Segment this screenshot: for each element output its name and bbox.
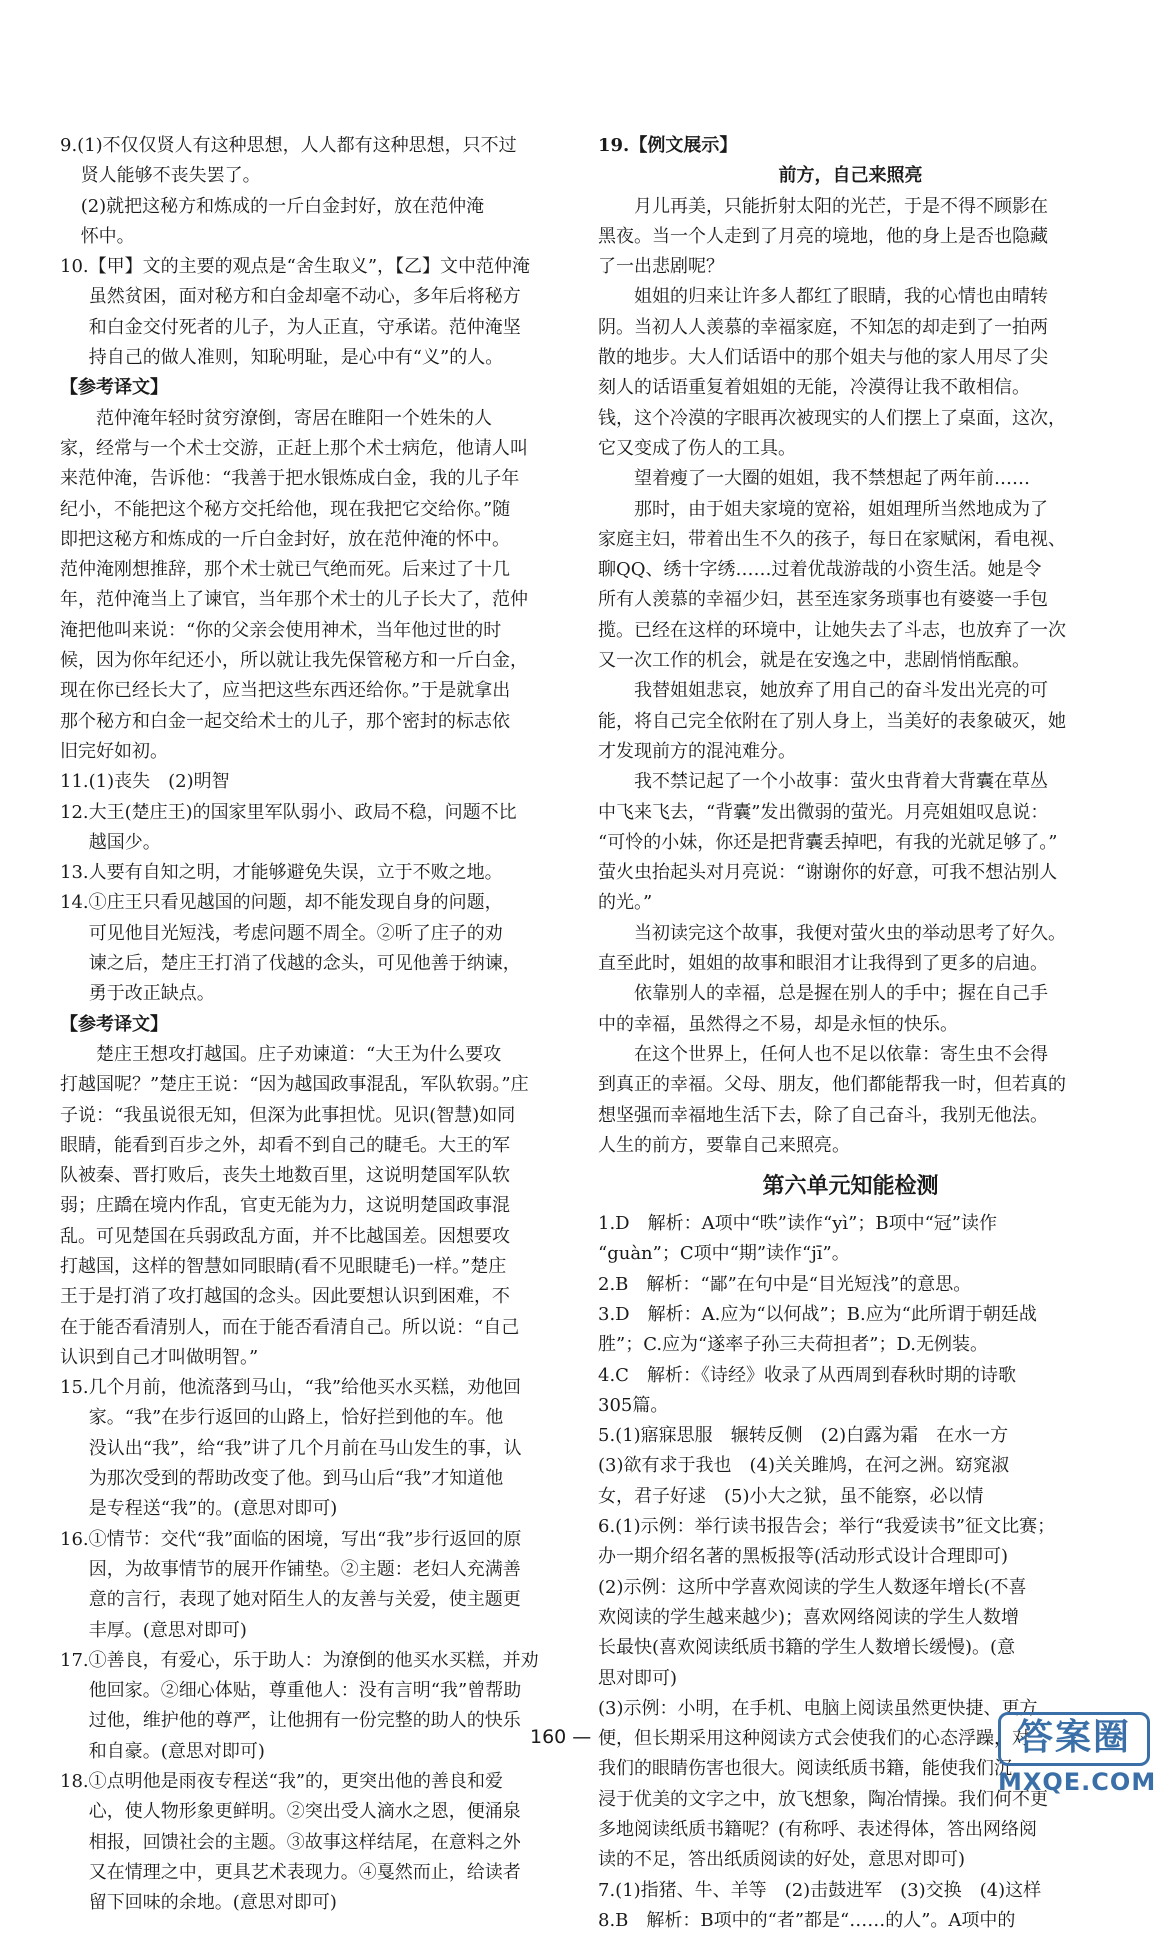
text-line: 丰厚。(意思对即可) <box>88 1619 247 1641</box>
text-line: 子说：“我虽说很无知，但深为此事担忧。见识(智慧)如同 <box>60 1104 516 1126</box>
text-line: 2.B 解析：“鄙”在句中是“目光短浅”的意思。 <box>598 1273 972 1295</box>
text-line: 依靠别人的幸福，总是握在别人的手中；握在自己手 <box>634 983 1048 1005</box>
text-line: 【参考译文】 <box>60 1013 168 1035</box>
text-line: 我不禁记起了一个小故事：萤火虫背着大背囊在草丛 <box>634 771 1048 793</box>
text-line: 阴。当初人人羡慕的幸福家庭，不知怎的却走到了一拍两 <box>598 316 1048 338</box>
text-line: 谏之后，楚庄王打消了伐越的念头，可见他善于纳谏， <box>88 953 521 975</box>
text-line: 前方，自己来照亮 <box>778 165 923 187</box>
text-line: 9.(1)不仅仅贤人有这种思想，人人都有这种思想，只不过 <box>60 135 517 156</box>
text-line: 305篇。 <box>598 1394 669 1416</box>
text-line: 办一期介绍名著的黑板报等(活动形式设计合理即可) <box>598 1546 1009 1568</box>
text-line: 心，使人物形象更鲜明。②突出受人滴水之恩，便涌泉 <box>88 1801 521 1823</box>
text-line: 姐姐的归来让许多人都红了眼睛，我的心情也由晴转 <box>634 286 1048 308</box>
text-line: 队被秦、晋打败后，丧失土地数百里，这说明楚国军队软 <box>60 1165 510 1187</box>
text-line: 15.几个月前，他流落到马山，“我”给他买水买糕，劝他回 <box>60 1377 522 1399</box>
text-line: 打越国，这样的智慧如同眼睛(看不见眼睫毛)一样。”楚庄 <box>60 1255 507 1277</box>
text-line: 中的幸福，虽然得之不易，却是永恒的快乐。 <box>598 1013 958 1035</box>
text-line: 便，但长期采用这种阅读方式会使我们的心态浮躁，对 <box>598 1728 1030 1750</box>
text-line: 认识到自己才叫做明智。” <box>60 1346 259 1368</box>
text-line: 18.①点明他是雨夜专程送“我”的，更突出他的善良和爱 <box>60 1771 504 1793</box>
text-line: 打越国呢？”楚庄王说：“因为越国政事混乱，军队软弱。”庄 <box>60 1074 529 1096</box>
text-line: 钱，这个冷漠的字眼再次被现实的人们摆上了桌面，这次， <box>598 407 1066 429</box>
text-line: 浸于优美的文字之中，放飞想象，陶冶情操。我们何不更 <box>598 1788 1048 1810</box>
text-line: 思对即可) <box>598 1667 678 1689</box>
text-line: 那时，由于姐夫家境的宽裕，姐姐理所当然地成为了 <box>634 498 1048 520</box>
text-line: 淹把他叫来说：“你的父亲会使用神术，当年他过世的时 <box>60 619 502 641</box>
text-line: 能，将自己完全依附在了别人身上，当美好的表象破灭，她 <box>598 710 1066 732</box>
text-line: 家。“我”在步行返回的山路上，恰好拦到他的车。他 <box>88 1407 504 1429</box>
text-line: 因，为故事情节的展开作铺垫。②主题：老妇人充满善 <box>88 1558 521 1580</box>
text-line: 19.【例文展示】 <box>598 135 738 156</box>
text-line: 聊QQ、绣十字绣……过着优哉游哉的小资生活。她是令 <box>598 559 1042 581</box>
unit-answers <box>598 1209 1103 1936</box>
text-line: 和白金交付死者的儿子，为人正直，守承诺。范仲淹坚 <box>88 316 521 338</box>
text-line: 人生的前方，要靠自己来照亮。 <box>598 1134 850 1156</box>
left-column <box>60 131 540 1919</box>
text-line: 萤火虫抬起头对月亮说：“谢谢你的好意，可我不想沾别人 <box>598 862 1058 884</box>
text-line: (2)示例：这所中学喜欢阅读的学生人数逐年增长(不喜 <box>598 1576 1027 1598</box>
text-line: 7.(1)指猪、牛、羊等 (2)击鼓进军 (3)交换 (4)这样 <box>598 1879 1042 1901</box>
text-line: 他回家。②细心体贴，尊重他人：没有言明“我”曾帮助 <box>88 1680 522 1702</box>
text-line: 相报，回馈社会的主题。③故事这样结尾，在意料之外 <box>88 1831 521 1853</box>
text-line: 又一次工作的机会，就是在安逸之中，悲剧悄悄酝酿。 <box>598 650 1030 672</box>
page-number: 160 — <box>530 1726 592 1748</box>
text-line: 我替姐姐悲哀，她放弃了用自己的奋斗发出光亮的可 <box>634 680 1048 702</box>
text-line: 过他，维护他的尊严，让他拥有一份完整的助人的快乐 <box>88 1710 521 1732</box>
text-line: 乱。可见楚国在兵弱政乱方面，并不比越国差。因想要攻 <box>60 1225 510 1247</box>
text-line: 8.B 解析：B项中的“者”都是“……的人”。A项中的 <box>598 1909 1016 1931</box>
text-line: 10.【甲】文的主要的观点是“舍生取义”，【乙】文中范仲淹 <box>60 256 531 278</box>
text-line: 揽。已经在这样的环境中，让她失去了斗志，也放弃了一次 <box>598 619 1066 641</box>
text-line: 长最快(喜欢阅读纸质书籍的学生人数增长缓慢)。(意 <box>598 1637 1016 1659</box>
text-line: 13.人要有自知之明，才能够避免失误，立于不败之地。 <box>60 862 503 884</box>
text-line: 来范仲淹，告诉他：“我善于把水银炼成白金，我的儿子年 <box>60 468 520 490</box>
text-line: 范仲淹刚想推辞，那个术士就已气绝而死。后来过了十几 <box>60 559 510 581</box>
watermark-mark: 答案圈 <box>998 1712 1150 1766</box>
text-line: 为那次受到的帮助改变了他。到马山后“我”才知道他 <box>88 1468 504 1490</box>
text-line: 散的地步。大人们话语中的那个姐夫与他的家人用尽了尖 <box>598 347 1048 369</box>
text-line: 才发现前方的混沌难分。 <box>598 740 796 762</box>
text-line: 17.①善良，有爱心，乐于助人：为潦倒的他买水买糕，并劝 <box>60 1649 539 1671</box>
text-line: 年，范仲淹当上了谏官，当年那个术士的儿子长大了，范仲 <box>60 589 528 611</box>
text-line: “可怜的小妹，你还是把背囊丢掉吧，有我的光就足够了。” <box>598 831 1058 853</box>
text-line: 纪小，不能把这个秘方交托给他，现在我把它交给你。”随 <box>60 498 511 520</box>
watermark-site: MXQE.COM <box>998 1768 1157 1796</box>
text-line: 旧完好如初。 <box>60 740 168 762</box>
text-line: 的光。” <box>598 892 653 914</box>
text-line: 月儿再美，只能折射太阳的光芒，于是不得不顾影在 <box>634 195 1048 217</box>
text-line: 持自己的做人准则，知恥明耻，是心中有“义”的人。 <box>88 347 504 369</box>
text-line: 它又变成了伤人的工具。 <box>598 437 796 459</box>
right-column <box>598 131 1103 1936</box>
text-line: 想坚强而幸福地生活下去，除了自己奋斗，我别无他法。 <box>598 1104 1048 1126</box>
text-line: 家，经常与一个术士交游，正赶上那个术士病危，他请人叫 <box>60 437 528 459</box>
text-line: 候，因为你年纪还小，所以就让我先保管秘方和一斤白金， <box>60 650 528 672</box>
text-line: (2)就把这秘方和炼成的一斤白金封好，放在范仲淹 <box>80 195 485 217</box>
text-line: 12.大王(楚庄王)的国家里军队弱小、政局不稳，问题不比 <box>60 801 517 823</box>
text-line: 到真正的幸福。父母、朋友，他们都能帮我一时，但若真的 <box>598 1074 1066 1096</box>
text-line: 我们的眼睛伤害也很大。阅读纸质书籍，能使我们沉 <box>598 1758 1012 1780</box>
text-line: 【参考译文】 <box>60 377 168 399</box>
text-line: 刻人的话语重复着姐姐的无能，冷漠得让我不敢相信。 <box>598 377 1030 399</box>
watermark-logo <box>998 1712 1157 1796</box>
text-line: 多地阅读纸质书籍呢？(有称呼、表述得体，答出网络阅 <box>598 1819 1038 1841</box>
text-line: 越国少。 <box>88 831 161 853</box>
text-line: 11.(1)丧失 (2)明智 <box>60 771 230 793</box>
text-line: 现在你已经长大了，应当把这些东西还给你。”于是就拿出 <box>60 680 511 702</box>
text-line: 1.D 解析：A项中“昳”读作“yì”；B项中“冠”读作 <box>598 1213 997 1235</box>
text-line: 勇于改正缺点。 <box>88 983 215 1005</box>
text-line: 弱；庄蹻在境内作乱，官吏无能为力，这说明楚国政事混 <box>60 1195 510 1217</box>
text-line: 6.(1)示例：举行读书报告会；举行“我爱读书”征文比赛； <box>598 1516 1056 1538</box>
text-line: “guàn”；C项中“期”读作“jī”。 <box>598 1243 850 1265</box>
text-line: 留下回味的余地。(意思对即可) <box>88 1892 337 1914</box>
text-line: 眼睛，能看到百步之外，却看不到自己的睫毛。大王的军 <box>60 1134 510 1156</box>
text-line: 5.(1)寤寐思服 辗转反侧 (2)白露为霜 在水一方 <box>598 1425 1009 1447</box>
text-line: 即把这秘方和炼成的一斤白金封好，放在范仲淹的怀中。 <box>60 528 510 550</box>
text-line: 望着瘦了一大圈的姐姐，我不禁想起了两年前…… <box>634 468 1030 490</box>
text-line: 在这个世界上，任何人也不足以依靠：寄生虫不会得 <box>634 1043 1048 1065</box>
text-line: 女，君子好逑 (5)小大之狱，虽不能察，必以情 <box>598 1485 984 1507</box>
text-line: 了一出悲剧呢？ <box>598 256 724 278</box>
text-line: 4.C 解析：《诗经》收录了从西周到春秋时期的诗歌 <box>598 1364 1016 1386</box>
text-line: (3)示例：小明，在手机、电脑上阅读虽然更快捷、更方 <box>598 1697 1038 1719</box>
text-line: 贤人能够不丧失罢了。 <box>80 165 261 187</box>
text-line: 16.①情节：交代“我”面临的困境，写出“我”步行返回的原 <box>60 1528 522 1550</box>
text-line: 欢阅读的学生越来越少)；喜欢网络阅读的学生人数增 <box>598 1606 1020 1628</box>
text-line: 怀中。 <box>80 225 135 247</box>
text-line: 没认出“我”，给“我”讲了几个月前在马山发生的事，认 <box>88 1437 522 1459</box>
text-line: 黑夜。当一个人走到了月亮的境地，他的身上是否也隐藏 <box>598 225 1048 247</box>
text-line: 14.①庄王只看见越国的问题，却不能发现自身的问题， <box>60 892 503 914</box>
text-line: 那个秘方和白金一起交给术士的儿子，那个密封的标志依 <box>60 710 510 732</box>
text-line: 当初读完这个故事，我便对萤火虫的举动思考了好久。 <box>634 922 1066 944</box>
text-line: 中飞来飞去，“背囊”发出微弱的萤光。月亮姐姐叹息说： <box>598 801 1049 823</box>
text-line: 可见他目光短浅，考虑问题不周全。②听了庄子的劝 <box>88 922 503 944</box>
text-line: 楚庄王想攻打越国。庄子劝谏道：“大王为什么要攻 <box>96 1043 502 1065</box>
text-line: (3)欲有求于我也 (4)关关雎鸠，在河之洲。窈窕淑 <box>598 1455 1009 1477</box>
text-line: 胜”；C.应为“遂率子孙三夫荷担者”；D.无例装。 <box>598 1334 988 1356</box>
text-line: 又在情理之中，更具艺术表现力。④戛然而止，给读者 <box>88 1861 521 1883</box>
text-line: 王于是打消了攻打越国的念头。因此要想认识到困难，不 <box>60 1286 510 1308</box>
text-line: 是专程送“我”的。(意思对即可) <box>88 1498 338 1520</box>
text-line: 在于能否看清别人，而在于能否看清自己。所以说：“自己 <box>60 1316 520 1338</box>
text-line: 范仲淹年轻时贫穷潦倒，寄居在睢阳一个姓朱的人 <box>96 407 492 429</box>
text-line: 读的不足，答出纸质阅读的好处，意思对即可) <box>598 1849 966 1871</box>
text-line: 意的言行，表现了她对陌生人的友善与关爱，使主题更 <box>88 1589 521 1611</box>
text-line: 和自豪。(意思对即可) <box>88 1740 265 1762</box>
text-line: 虽然贫困，面对秘方和白金却毫不动心，多年后将秘方 <box>88 286 521 308</box>
text-line: 3.D 解析：A.应为“以何战”；B.应为“此所谓于朝廷战 <box>598 1303 1037 1325</box>
text-line: 直至此时，姐姐的故事和眼泪才让我得到了更多的启迪。 <box>598 953 1048 975</box>
unit-title: 第六单元知能检测 <box>762 1173 939 1200</box>
text-line: 所有人羡慕的幸福少妇，甚至连家务琐事也有婆婆一手包 <box>598 589 1048 611</box>
essay-section <box>598 131 1103 1161</box>
text-line: 家庭主妇，带着出生不久的孩子，每日在家赋闲，看电视、 <box>598 528 1066 550</box>
